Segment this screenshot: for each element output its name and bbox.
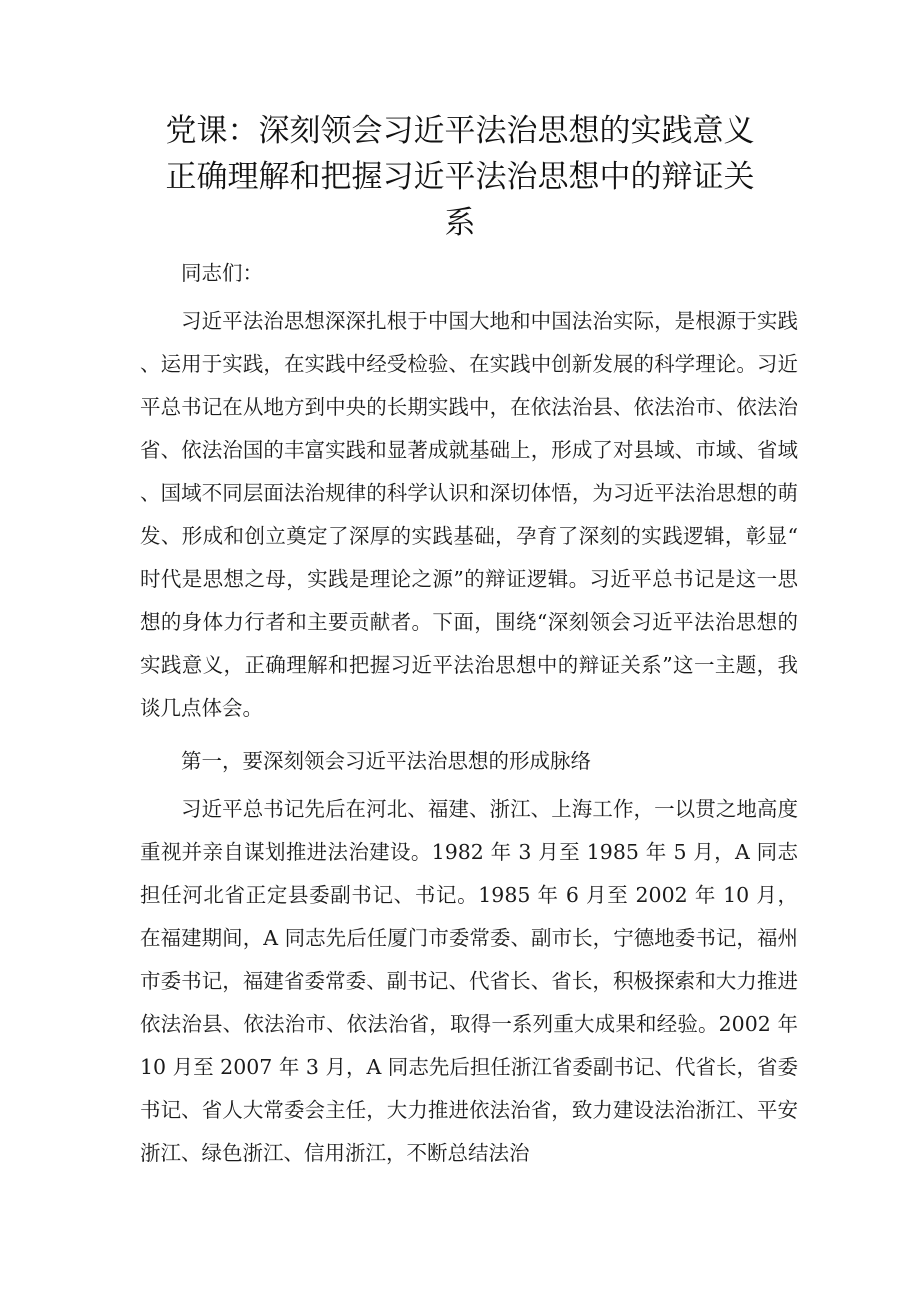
title-line-2: 正确理解和把握习近平法治思想中的辩证关 bbox=[165, 159, 755, 195]
title-line-1: 党课：深刻领会习近平法治思想的实践意义 bbox=[165, 113, 755, 149]
paragraph-introduction: 习近平法治思想深深扎根于中国大地和中国法治实际，是根源于实践、运用于实践，在实践中经受检验、在实践中创新发展的科学理论。习近平总书记在从地方到中央的长期实践中，在依法治县、依法治市、依法治省、依法治国的丰富实践和显著成就基础上，形成了对县域、市域、省域、国域不同层面法治规律的科学认识和深切体悟，为习近平法治思想的萌发、形成和创立奠定了深厚的实践基础，孕育了深刻的实践逻辑，彰显“时代是思想之母，实践是理论之源”的辩证逻辑。习近平总书记是这一思想的身体力行者和主要贡献者。下面，围绕“深刻领会习近平法治思想的实践意义，正确理解和把握习近平法治思想中的辩证关系”这一主题，我谈几点体会。 bbox=[140, 309, 798, 720]
document-title bbox=[140, 108, 780, 246]
section-heading-first: 第一，要深刻领会习近平法治思想的形成脉络 bbox=[181, 749, 591, 773]
salutation: 同志们： bbox=[181, 261, 263, 285]
paragraph-formation: 习近平总书记先后在河北、福建、浙江、上海工作，一以贯之地高度重视并亲自谋划推进法治建设。1982 年 3 月至 1985 年 5 月，A 同志担任河北省正定县委副书记、书记。1985 年 6 月至 2002 年 10 月，在福建期间，A 同志先后任厦门市委常委、副市长，宁德地委书记，福州市委书记，福建省委常委、副书记、代省长、省长，积极探索和大力推进依法治县、依法治市、依法治省，取得一系列重大成果和经验。2002 年 10 月至 2007 年 3 月，A 同志先后担任浙江省委副书记、代省长，省委书记、省人大常委会主任，大力推进依法治省，致力建设法治浙江、平安浙江、绿色浙江、信用浙江，不断总结法治 bbox=[140, 797, 798, 1165]
title-line-3: 系 bbox=[444, 205, 476, 241]
